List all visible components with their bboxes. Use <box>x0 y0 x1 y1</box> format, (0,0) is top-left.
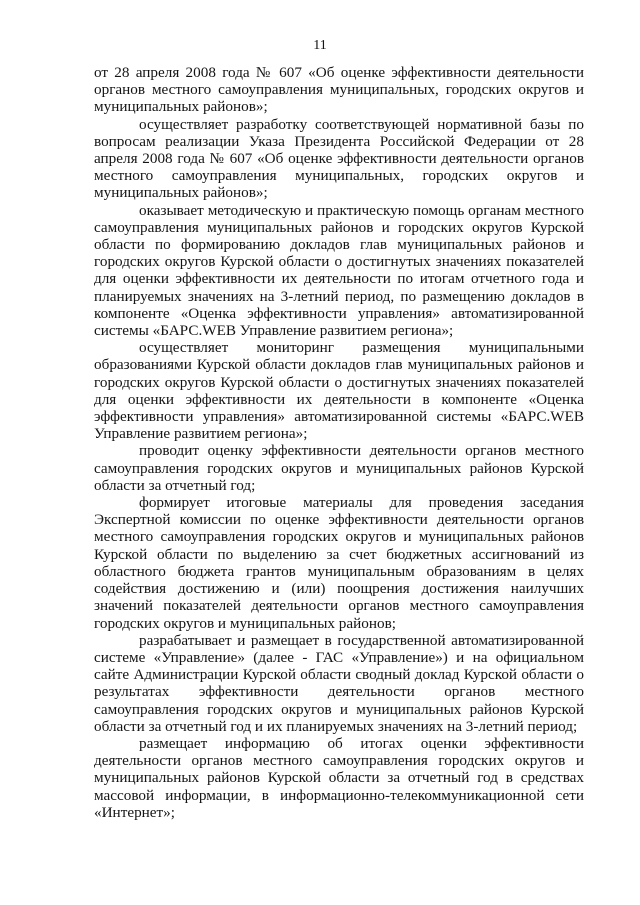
paragraph-continuation: от 28 апреля 2008 года № 607 «Об оценке эффективности деятельности органов местного самоуправления муниципальных, городских округов и муниципальных районов»; <box>94 64 584 116</box>
paragraph: размещает информацию об итогах оценки эффективности деятельности органов местного самоуправления городских округов и муниципальных районов Курской области за отчетный год в средствах массовой информации, в информационно-телекоммуникационной сети «Интернет»; <box>94 734 584 821</box>
paragraph: проводит оценку эффективности деятельности органов местного самоуправления городских округов и муниципальных районов Курской области за отчетный год; <box>94 442 584 494</box>
paragraph: формирует итоговые материалы для проведения заседания Экспертной комиссии по оценке эффективности деятельности органов местного самоуправления городских округов и муниципальных районов Курской области по выделению за счет бюджетных ассигнований из областного бюджета грантов муниципальным образованиям в целях содействия достижению и (или) поощрения достижения наилучших значений показателей деятельности органов местного самоуправления городских округов и муниципальных районов; <box>94 494 584 632</box>
paragraph: разрабатывает и размещает в государственной автоматизированной системе «Управление» (далее - ГАС «Управление») и на официальном сайте Администрации Курской области сводный доклад Курской области о результатах эффективности деятельности органов местного самоуправления городских округов и муниципальных районов Курской области за отчетный год и их планируемых значениях на 3-летний период; <box>94 631 584 735</box>
paragraph: осуществляет разработку соответствующей нормативной базы по вопросам реализации Указа Президента Российской Федерации от 28 апреля 2008 года № 607 «Об оценке эффективности деятельности органов местного самоуправления муниципальных, городских округов и муниципальных районов»; <box>94 115 584 202</box>
document-body <box>94 64 584 821</box>
page-number: 11 <box>313 38 327 53</box>
paragraph: осуществляет мониторинг размещения муниципальными образованиями Курской области докладов глав муниципальных районов и городских округов Курской области о достигнутых значениях показателей для оценки эффективности их деятельности в компоненте «Оценка эффективности управления» автоматизированной системы «БАРС.WEB Управление развитием региона»; <box>94 339 584 443</box>
paragraph: оказывает методическую и практическую помощь органам местного самоуправления муниципальных районов и городских округов Курской области по формированию докладов глав муниципальных районов и городских округов Курской области о достигнутых значениях показателей для оценки эффективности их деятельности по итогам отчетного года и планируемых значениях на 3-летний период, по размещению докладов в компоненте «Оценка эффективности управления» автоматизированной системы «БАРС.WEB Управление развитием региона»; <box>94 201 584 340</box>
